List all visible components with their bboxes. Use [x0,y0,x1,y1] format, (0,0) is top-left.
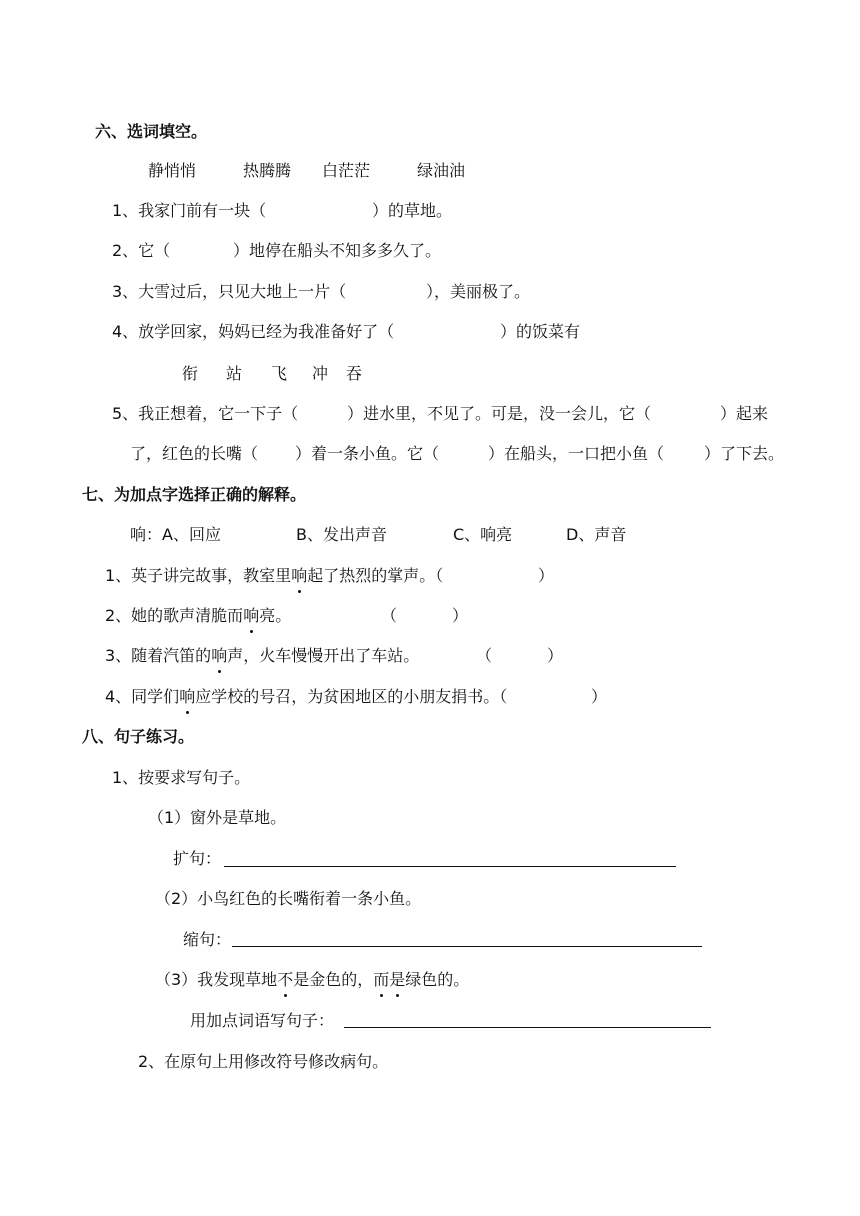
question-text: 5、我正想着，它一下子（ [112,404,299,423]
word-bank-item: 绿油油 [417,161,466,180]
verb-bank-item: 吞 [346,364,363,383]
sentence-2: （2）小鸟红色的长嘴衔着一条小鱼。 [155,889,422,908]
verb-bank-item: 衔 [182,364,199,383]
verb-bank-item: 站 [226,364,243,383]
question-text: 1、我家门前有一块（ [112,201,267,220]
question-text: ）的饭菜有 [500,322,581,341]
section7-title: 七、为加点字选择正确的解释。 [82,485,307,504]
answer-paren: （ [476,646,493,665]
section8-title: 八、句子练习。 [82,727,195,746]
question-text: 2、它（ [112,241,171,260]
section6-title: 六、选词填空。 [95,122,208,141]
answer-line[interactable] [232,946,702,947]
question-text: ），美丽极了。 [426,282,531,301]
word-bank-item: 静悄悄 [148,161,197,180]
question-text: 了，红色的长嘴（ [130,444,259,463]
question-text: 1、英子讲完故事，教室里响起了热烈的掌声。（ [105,566,444,585]
dotted-char: 不 [277,970,294,989]
question-text: 4、同学们响应学校的号召，为贫困地区的小朋友捐书。（ [105,687,508,706]
dotted-char: 响 [179,687,196,706]
question-text: ）在船头，一口把小鱼（ [488,444,665,463]
question-text: ）地停在船头不知多多久了。 [233,241,442,260]
question-text: ）的草地。 [372,201,453,220]
word-bank-item: 热腾腾 [243,161,292,180]
shorten-label: 缩句： [183,930,232,949]
dotted-char: 而 [373,970,390,989]
sentence-1: （1）窗外是草地。 [148,808,287,827]
dotted-char: 响 [211,646,228,665]
question-text: ）着一条小鱼。它（ [295,444,440,463]
option-c: C、响亮 [453,525,513,544]
question-text: ）了下去。 [704,444,785,463]
option-d: D、声音 [566,525,627,544]
sub-title-1: 1、按要求写句子。 [112,768,251,787]
answer-paren: ） [547,646,564,665]
sub-title-2: 2、在原句上用修改符号修改病句。 [138,1052,389,1071]
option-b: B、发出声音 [296,525,387,544]
answer-paren: ） [538,566,555,585]
question-text: 3、随着汽笛的响声，火车慢慢开出了车站。 [105,646,420,665]
dotted-char: 响 [291,566,308,585]
question-text: 3、大雪过后，只见大地上一片（ [112,282,347,301]
question-text: 2、她的歌声清脆而响亮。 [105,606,292,625]
answer-paren: ） [591,687,608,706]
word-bank-item: 白茫茫 [322,161,371,180]
question-text: ）起来 [720,404,769,423]
expand-label: 扩句： [173,849,222,868]
answer-line[interactable] [224,866,676,867]
question-text: ）进水里，不见了。可是，没一会儿，它（ [347,404,652,423]
dotted-char: 响 [243,606,260,625]
option-lead: 响： [130,525,163,544]
answer-line[interactable] [344,1027,711,1028]
answer-paren: （ [381,606,398,625]
verb-bank-item: 飞 [271,364,288,383]
sentence-3: （3）我发现草地不是金色的，而是绿色的。 [155,970,470,989]
answer-paren: ） [452,606,469,625]
dotted-char: 是 [389,970,406,989]
verb-bank-item: 冲 [312,364,329,383]
option-a: A、回应 [162,525,221,544]
write-label: 用加点词语写句子： [190,1011,335,1030]
question-text: 4、放学回家，妈妈已经为我准备好了（ [112,322,395,341]
